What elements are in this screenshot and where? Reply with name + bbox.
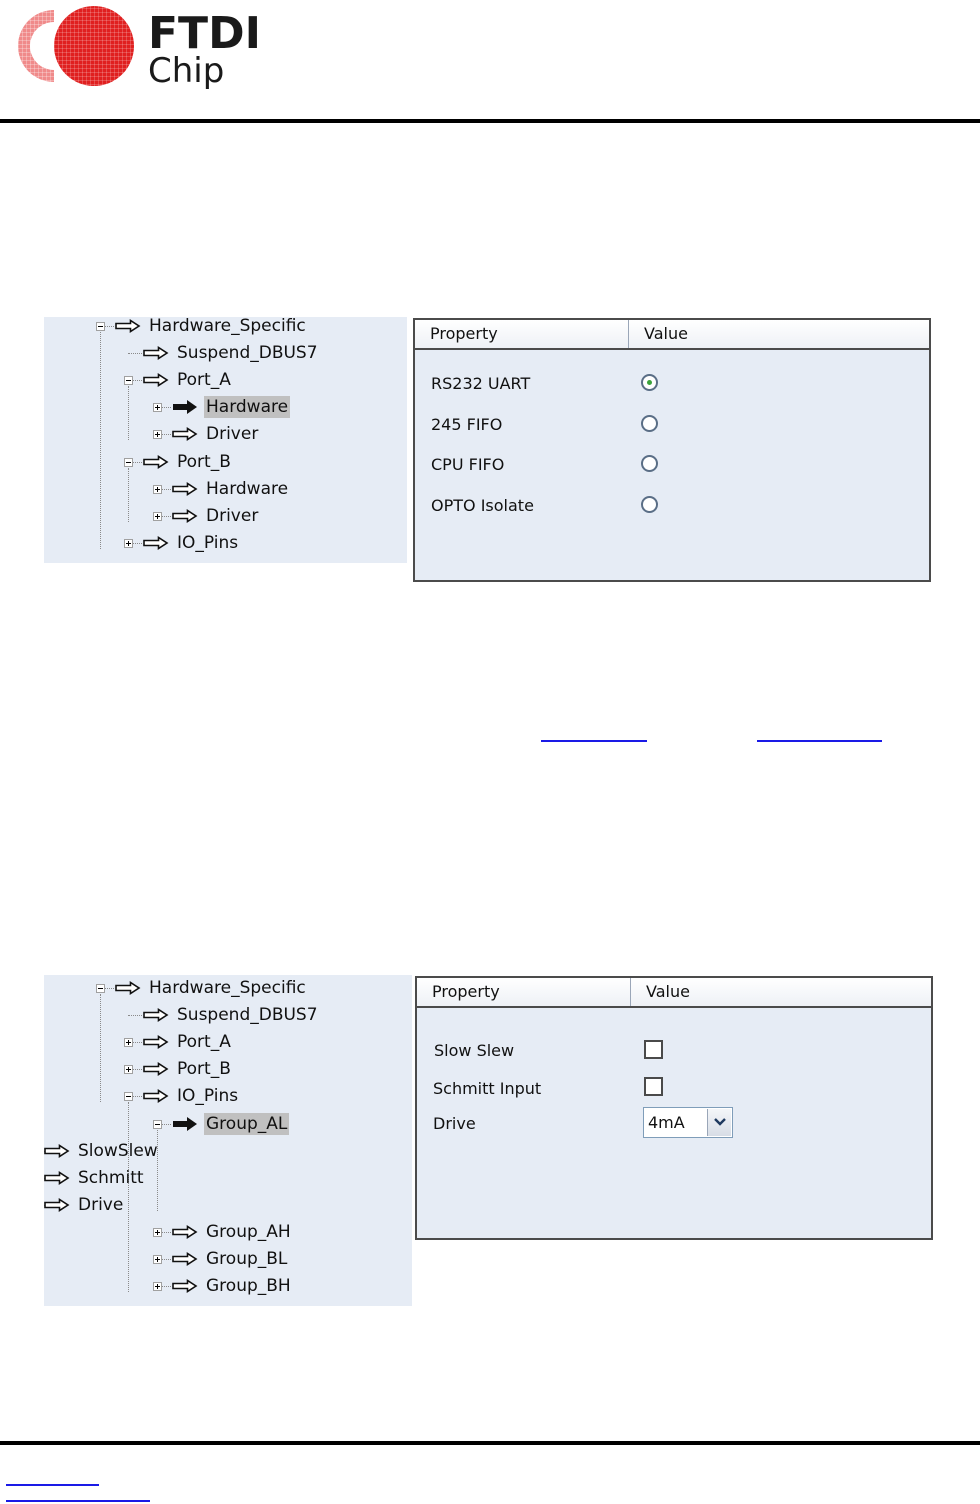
tree-node-label: Group_AL (206, 1113, 288, 1134)
tree-node-label: IO_Pins (177, 1086, 239, 1107)
tree-guide-line (128, 468, 129, 522)
tree-node[interactable] (172, 1275, 293, 1297)
grid-header (417, 978, 931, 1008)
tree-node-label: Hardware_Specific (149, 316, 306, 336)
tree-guide-line (100, 332, 101, 549)
arrow-right-icon (143, 536, 169, 550)
arrow-right-icon (143, 1089, 169, 1103)
tree-node-label: Hardware (206, 478, 289, 499)
tree-node-label: Schmitt (78, 1167, 144, 1188)
tree-node[interactable] (143, 451, 233, 473)
arrow-right-icon (44, 1198, 70, 1212)
footer-link-underline[interactable] (6, 1500, 150, 1502)
prop-label-rs232: RS232 UART (431, 374, 531, 393)
tree-node[interactable] (172, 396, 290, 418)
footer-rule (0, 1441, 980, 1445)
prop-label-slow-slew: Slow Slew (434, 1041, 515, 1060)
arrow-right-icon (143, 373, 169, 387)
tree-node-label: Suspend_DBUS7 (177, 1005, 318, 1026)
tree-node-label: Hardware (206, 397, 289, 418)
checkbox-schmitt-input[interactable] (644, 1077, 663, 1096)
tree-node-label: Drive (78, 1194, 124, 1215)
property-grid-1 (413, 318, 931, 582)
tree-node[interactable] (172, 505, 260, 527)
tree-node[interactable] (143, 342, 320, 364)
hyperlink-underline[interactable] (541, 740, 647, 742)
arrow-right-icon (143, 1035, 169, 1049)
tree-node[interactable] (172, 478, 290, 500)
logo-mark-icon (18, 6, 134, 86)
expand-plus-icon[interactable] (124, 539, 133, 548)
collapse-minus-icon[interactable] (124, 458, 133, 467)
collapse-minus-icon[interactable] (153, 1120, 162, 1129)
arrow-right-icon (143, 1062, 169, 1076)
radio-selected-dot (647, 380, 652, 385)
arrow-right-icon (143, 455, 169, 469)
arrow-right-icon (143, 346, 169, 360)
tree-node[interactable] (115, 977, 308, 999)
prop-label-drive: Drive (433, 1114, 476, 1133)
tree-node-label: Port_A (177, 370, 231, 391)
tree-node-label: Suspend_DBUS7 (177, 343, 318, 364)
tree-node[interactable] (143, 1085, 240, 1107)
drive-select-value: 4mA (648, 1113, 685, 1132)
tree-node[interactable] (172, 1113, 289, 1135)
expand-plus-icon[interactable] (124, 1038, 133, 1047)
tree-node-label: Port_B (177, 451, 231, 472)
expand-plus-icon[interactable] (153, 1228, 162, 1237)
config-tree-panel-2 (44, 975, 412, 1306)
tree-guide-line (128, 1015, 142, 1016)
radio-cpufifo[interactable] (641, 455, 658, 472)
tree-node-label: Port_A (177, 1032, 231, 1053)
arrow-right-icon (44, 1171, 70, 1185)
collapse-minus-icon[interactable] (96, 322, 105, 331)
tree-node[interactable] (44, 1167, 146, 1189)
tree-node-label: Group_AH (206, 1221, 291, 1242)
tree-node[interactable] (44, 1194, 125, 1216)
tree-node[interactable] (115, 315, 308, 337)
tree-node-label: Hardware_Specific (149, 978, 306, 998)
collapse-minus-icon[interactable] (96, 984, 105, 993)
logo-line-2: Chip (148, 51, 225, 91)
arrow-right-icon (172, 1225, 198, 1239)
expand-plus-icon[interactable] (153, 485, 162, 494)
tree-guide-line (128, 1102, 129, 1292)
tree-node[interactable] (143, 532, 240, 554)
arrow-right-icon (172, 427, 198, 441)
prop-label-245fifo: 245 FIFO (431, 415, 503, 434)
tree-node[interactable] (143, 1031, 233, 1053)
header-rule (0, 119, 980, 123)
footer-link-underline[interactable] (6, 1484, 99, 1486)
hyperlink-underline[interactable] (757, 740, 882, 742)
expand-plus-icon[interactable] (153, 1282, 162, 1291)
column-separator[interactable] (630, 978, 631, 1006)
prop-label-schmitt-input: Schmitt Input (433, 1079, 542, 1098)
tree-node-label: Group_BH (206, 1276, 291, 1297)
tree-guide-line (128, 386, 129, 440)
grid-header (415, 320, 929, 350)
property-grid-2 (415, 976, 933, 1240)
arrow-right-icon (115, 981, 141, 995)
arrow-right-icon (172, 1252, 198, 1266)
expand-plus-icon[interactable] (153, 512, 162, 521)
expand-plus-icon[interactable] (153, 403, 162, 412)
tree-node[interactable] (143, 369, 233, 391)
tree-guide-line (128, 353, 142, 354)
tree-node[interactable] (143, 1058, 233, 1080)
arrow-right-icon (115, 319, 141, 333)
prop-label-cpufifo: CPU FIFO (431, 455, 505, 474)
radio-245fifo[interactable] (641, 415, 658, 432)
column-property[interactable]: Property (432, 982, 500, 1001)
tree-node-label: IO_Pins (177, 532, 239, 553)
radio-rs232[interactable] (641, 374, 658, 391)
drive-select[interactable] (643, 1107, 733, 1138)
config-tree-panel-1 (44, 317, 407, 563)
expand-plus-icon[interactable] (153, 430, 162, 439)
column-value[interactable]: Value (644, 324, 688, 343)
prop-label-opto: OPTO Isolate (431, 496, 534, 515)
column-separator[interactable] (628, 320, 629, 348)
tree-node[interactable] (172, 1221, 293, 1243)
tree-guide-line (100, 994, 101, 1102)
collapse-minus-icon[interactable] (124, 1092, 133, 1101)
tree-node[interactable] (172, 1248, 289, 1270)
ftdi-chip-logo (14, 4, 261, 91)
expand-plus-icon[interactable] (124, 1065, 133, 1074)
collapse-minus-icon[interactable] (124, 376, 133, 385)
arrow-right-icon (172, 482, 198, 496)
tree-node-label: SlowSlew (78, 1140, 158, 1161)
tree-node-label: Driver (206, 505, 259, 526)
arrow-right-icon (172, 400, 198, 414)
radio-opto[interactable] (641, 496, 658, 513)
logo-line-1: FTDI (148, 8, 261, 59)
tree-node-label: Port_B (177, 1059, 231, 1080)
tree-node-label: Driver (206, 424, 259, 445)
arrow-right-icon (143, 1008, 169, 1022)
tree-node-label: Group_BL (206, 1249, 288, 1269)
expand-plus-icon[interactable] (153, 1255, 162, 1264)
tree-node[interactable] (172, 423, 260, 445)
tree-node[interactable] (143, 1004, 320, 1026)
column-value[interactable]: Value (646, 982, 690, 1001)
column-property[interactable]: Property (430, 324, 498, 343)
tree-node[interactable] (44, 1140, 160, 1162)
checkbox-slow-slew[interactable] (644, 1040, 663, 1059)
chevron-down-icon[interactable] (707, 1109, 731, 1136)
arrow-right-icon (172, 1117, 198, 1131)
arrow-right-icon (172, 509, 198, 523)
arrow-right-icon (172, 1279, 198, 1293)
arrow-right-icon (44, 1144, 70, 1158)
